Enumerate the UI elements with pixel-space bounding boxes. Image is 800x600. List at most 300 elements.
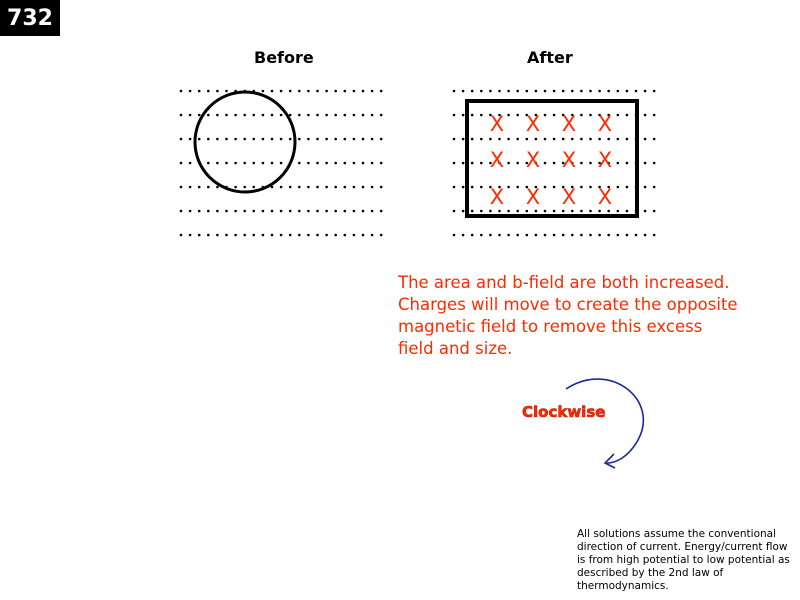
- dot-icon: [262, 90, 265, 93]
- dot-icon: [334, 234, 337, 237]
- dot-icon: [225, 210, 228, 213]
- dot-icon: [207, 210, 210, 213]
- dot-icon: [644, 234, 647, 237]
- current-direction-label: Clockwise: [522, 403, 606, 421]
- dot-icon: [307, 90, 310, 93]
- dot-icon: [535, 210, 538, 213]
- dot-icon: [489, 138, 492, 141]
- dot-icon: [635, 90, 638, 93]
- dot-icon: [617, 186, 620, 189]
- dot-icon: [234, 210, 237, 213]
- dot-icon: [507, 162, 510, 165]
- dot-icon: [198, 138, 201, 141]
- dot-icon: [380, 162, 383, 165]
- dot-icon: [462, 90, 465, 93]
- dot-icon: [307, 234, 310, 237]
- dot-icon: [480, 186, 483, 189]
- dot-icon: [198, 186, 201, 189]
- dot-icon: [189, 114, 192, 117]
- dot-icon: [626, 162, 629, 165]
- dot-icon: [325, 162, 328, 165]
- x-mark-icon: X: [561, 148, 577, 172]
- dot-icon: [280, 162, 283, 165]
- dot-icon: [325, 210, 328, 213]
- dot-icon: [471, 138, 474, 141]
- dot-icon: [298, 90, 301, 93]
- dot-icon: [507, 138, 510, 141]
- dot-icon: [526, 138, 529, 141]
- dot-icon: [626, 114, 629, 117]
- dot-icon: [617, 210, 620, 213]
- dot-icon: [198, 234, 201, 237]
- dot-icon: [325, 138, 328, 141]
- dot-icon: [580, 138, 583, 141]
- dot-icon: [180, 138, 183, 141]
- dot-icon: [353, 186, 356, 189]
- dot-icon: [380, 114, 383, 117]
- dot-icon: [553, 210, 556, 213]
- dot-icon: [516, 210, 519, 213]
- dot-icon: [234, 138, 237, 141]
- dot-icon: [607, 138, 610, 141]
- dot-icon: [280, 138, 283, 141]
- after-heading: After: [527, 48, 573, 67]
- dot-icon: [344, 114, 347, 117]
- dot-icon: [262, 162, 265, 165]
- dot-icon: [589, 186, 592, 189]
- dot-icon: [498, 90, 501, 93]
- dot-icon: [571, 210, 574, 213]
- dot-icon: [589, 162, 592, 165]
- dot-icon: [316, 138, 319, 141]
- explanation-text: The area and b-field are both increased. Charges will move to create the opposite magnetic field to remove this excess field and size.: [398, 273, 738, 358]
- dot-icon: [544, 234, 547, 237]
- dot-icon: [316, 114, 319, 117]
- dot-icon: [325, 90, 328, 93]
- dot-icon: [180, 210, 183, 213]
- dot-icon: [271, 90, 274, 93]
- dot-icon: [644, 138, 647, 141]
- x-mark-icon: X: [597, 148, 613, 172]
- x-mark-icon: X: [597, 185, 613, 209]
- dot-icon: [325, 114, 328, 117]
- dot-icon: [471, 90, 474, 93]
- x-mark-icon: X: [561, 112, 577, 136]
- dot-icon: [234, 234, 237, 237]
- dot-icon: [216, 90, 219, 93]
- dot-icon: [544, 162, 547, 165]
- dot-icon: [553, 90, 556, 93]
- dot-icon: [617, 114, 620, 117]
- dot-icon: [653, 90, 656, 93]
- dot-icon: [453, 234, 456, 237]
- dot-icon: [462, 114, 465, 117]
- slide-number-badge: 732: [0, 0, 60, 36]
- dot-icon: [271, 114, 274, 117]
- x-mark-icon: X: [525, 112, 541, 136]
- dot-icon: [635, 234, 638, 237]
- dot-icon: [453, 162, 456, 165]
- dot-icon: [198, 90, 201, 93]
- dot-icon: [316, 90, 319, 93]
- dot-icon: [626, 90, 629, 93]
- dot-icon: [380, 234, 383, 237]
- dot-icon: [571, 90, 574, 93]
- dot-icon: [225, 234, 228, 237]
- dot-icon: [471, 210, 474, 213]
- dot-icon: [243, 138, 246, 141]
- dot-icon: [462, 162, 465, 165]
- dot-icon: [453, 114, 456, 117]
- dot-icon: [207, 114, 210, 117]
- dot-icon: [289, 210, 292, 213]
- dot-icon: [362, 114, 365, 117]
- dot-icon: [489, 90, 492, 93]
- dot-icon: [298, 114, 301, 117]
- dot-icon: [580, 162, 583, 165]
- dot-icon: [544, 138, 547, 141]
- dot-icon: [289, 234, 292, 237]
- dot-icon: [617, 138, 620, 141]
- dot-icon: [462, 234, 465, 237]
- dot-icon: [653, 210, 656, 213]
- dot-icon: [207, 138, 210, 141]
- dot-icon: [489, 234, 492, 237]
- dot-icon: [280, 114, 283, 117]
- dot-icon: [253, 210, 256, 213]
- dot-icon: [362, 90, 365, 93]
- dot-icon: [580, 90, 583, 93]
- x-mark-icon: X: [489, 148, 505, 172]
- dot-icon: [253, 162, 256, 165]
- dot-icon: [371, 90, 374, 93]
- dot-icon: [180, 186, 183, 189]
- dot-icon: [626, 234, 629, 237]
- dot-icon: [580, 210, 583, 213]
- dot-icon: [553, 114, 556, 117]
- dot-icon: [298, 234, 301, 237]
- dot-icon: [598, 90, 601, 93]
- x-mark-icon: X: [489, 185, 505, 209]
- dot-icon: [516, 90, 519, 93]
- dot-icon: [626, 210, 629, 213]
- dot-icon: [471, 162, 474, 165]
- dot-icon: [607, 210, 610, 213]
- dot-icon: [653, 186, 656, 189]
- dot-icon: [380, 210, 383, 213]
- dot-icon: [207, 162, 210, 165]
- dot-icon: [589, 234, 592, 237]
- dot-icon: [507, 90, 510, 93]
- dot-icon: [362, 210, 365, 213]
- dot-icon: [644, 162, 647, 165]
- dot-icon: [353, 90, 356, 93]
- dot-icon: [480, 114, 483, 117]
- before-field-dots: [180, 90, 383, 237]
- dot-icon: [225, 90, 228, 93]
- dot-icon: [626, 186, 629, 189]
- dot-icon: [225, 114, 228, 117]
- x-mark-icon: X: [597, 112, 613, 136]
- dot-icon: [380, 186, 383, 189]
- dot-icon: [280, 234, 283, 237]
- dot-icon: [271, 162, 274, 165]
- dot-icon: [653, 234, 656, 237]
- dot-icon: [580, 186, 583, 189]
- dot-icon: [307, 186, 310, 189]
- dot-icon: [471, 186, 474, 189]
- dot-icon: [344, 138, 347, 141]
- dot-icon: [216, 114, 219, 117]
- dot-icon: [371, 210, 374, 213]
- dot-icon: [289, 90, 292, 93]
- dot-icon: [480, 138, 483, 141]
- dot-icon: [262, 210, 265, 213]
- dot-icon: [653, 162, 656, 165]
- dot-icon: [189, 90, 192, 93]
- dot-icon: [262, 234, 265, 237]
- x-mark-icon: X: [561, 185, 577, 209]
- dot-icon: [298, 162, 301, 165]
- dot-icon: [516, 186, 519, 189]
- dot-icon: [562, 210, 565, 213]
- dot-icon: [207, 90, 210, 93]
- dot-icon: [644, 186, 647, 189]
- dot-icon: [180, 162, 183, 165]
- dot-icon: [271, 138, 274, 141]
- dot-icon: [471, 234, 474, 237]
- dot-icon: [498, 138, 501, 141]
- dot-icon: [225, 162, 228, 165]
- dot-icon: [598, 210, 601, 213]
- dot-icon: [480, 234, 483, 237]
- dot-icon: [344, 162, 347, 165]
- dot-icon: [334, 186, 337, 189]
- dot-icon: [198, 210, 201, 213]
- dot-icon: [353, 114, 356, 117]
- dot-icon: [653, 138, 656, 141]
- dot-icon: [307, 114, 310, 117]
- dot-icon: [371, 234, 374, 237]
- dot-icon: [526, 234, 529, 237]
- dot-icon: [589, 138, 592, 141]
- dot-icon: [553, 234, 556, 237]
- dot-icon: [544, 186, 547, 189]
- dot-icon: [271, 210, 274, 213]
- clockwise-arrow-icon: [566, 379, 643, 468]
- dot-icon: [334, 114, 337, 117]
- dot-icon: [280, 90, 283, 93]
- dot-icon: [617, 234, 620, 237]
- dot-icon: [562, 234, 565, 237]
- dot-icon: [253, 234, 256, 237]
- dot-icon: [371, 138, 374, 141]
- dot-icon: [243, 234, 246, 237]
- dot-icon: [262, 138, 265, 141]
- dot-icon: [280, 210, 283, 213]
- dot-icon: [271, 234, 274, 237]
- dot-icon: [571, 234, 574, 237]
- dot-icon: [516, 234, 519, 237]
- dot-icon: [626, 138, 629, 141]
- dot-icon: [589, 210, 592, 213]
- dot-icon: [544, 90, 547, 93]
- dot-icon: [516, 114, 519, 117]
- dot-icon: [344, 90, 347, 93]
- dot-icon: [453, 186, 456, 189]
- dot-icon: [544, 114, 547, 117]
- dot-icon: [316, 234, 319, 237]
- dot-icon: [180, 90, 183, 93]
- dot-icon: [535, 90, 538, 93]
- dot-icon: [371, 162, 374, 165]
- dot-icon: [462, 186, 465, 189]
- dot-icon: [507, 234, 510, 237]
- dot-icon: [307, 210, 310, 213]
- dot-icon: [353, 138, 356, 141]
- dot-icon: [216, 138, 219, 141]
- dot-icon: [262, 114, 265, 117]
- dot-icon: [453, 90, 456, 93]
- dot-icon: [198, 114, 201, 117]
- dot-icon: [362, 162, 365, 165]
- dot-icon: [216, 210, 219, 213]
- dot-icon: [334, 90, 337, 93]
- dot-icon: [253, 114, 256, 117]
- dot-icon: [316, 210, 319, 213]
- dot-icon: [516, 162, 519, 165]
- dot-icon: [480, 210, 483, 213]
- dot-icon: [371, 114, 374, 117]
- dot-icon: [644, 90, 647, 93]
- dot-icon: [571, 138, 574, 141]
- dot-icon: [607, 234, 610, 237]
- dot-icon: [516, 138, 519, 141]
- dot-icon: [280, 186, 283, 189]
- dot-icon: [553, 138, 556, 141]
- dot-icon: [371, 186, 374, 189]
- dot-icon: [653, 114, 656, 117]
- dot-icon: [480, 90, 483, 93]
- dot-icon: [553, 186, 556, 189]
- dot-icon: [344, 186, 347, 189]
- dot-icon: [289, 186, 292, 189]
- dot-icon: [362, 234, 365, 237]
- dot-icon: [353, 162, 356, 165]
- dot-icon: [243, 162, 246, 165]
- dot-icon: [234, 114, 237, 117]
- dot-icon: [617, 90, 620, 93]
- dot-icon: [243, 210, 246, 213]
- dot-icon: [207, 186, 210, 189]
- dot-icon: [380, 138, 383, 141]
- dot-icon: [507, 186, 510, 189]
- dot-icon: [325, 234, 328, 237]
- dot-icon: [598, 234, 601, 237]
- dot-icon: [471, 114, 474, 117]
- dot-icon: [553, 162, 556, 165]
- dot-icon: [617, 162, 620, 165]
- dot-icon: [243, 114, 246, 117]
- dot-icon: [180, 114, 183, 117]
- dot-icon: [462, 210, 465, 213]
- dot-icon: [380, 90, 383, 93]
- dot-icon: [607, 90, 610, 93]
- dot-icon: [535, 234, 538, 237]
- dot-icon: [180, 234, 183, 237]
- dot-icon: [507, 114, 510, 117]
- dot-icon: [526, 210, 529, 213]
- dot-icon: [189, 234, 192, 237]
- dot-icon: [498, 234, 501, 237]
- dot-icon: [589, 90, 592, 93]
- dot-icon: [207, 234, 210, 237]
- dot-icon: [216, 234, 219, 237]
- dot-icon: [453, 138, 456, 141]
- dot-icon: [580, 114, 583, 117]
- dot-icon: [453, 210, 456, 213]
- dot-icon: [334, 138, 337, 141]
- dot-icon: [489, 210, 492, 213]
- dot-icon: [480, 162, 483, 165]
- dot-icon: [344, 234, 347, 237]
- dot-icon: [462, 138, 465, 141]
- dot-icon: [344, 210, 347, 213]
- before-heading: Before: [254, 48, 314, 67]
- dot-icon: [234, 186, 237, 189]
- dot-icon: [644, 114, 647, 117]
- after-field-x-marks: [490, 112, 612, 209]
- dot-icon: [307, 162, 310, 165]
- x-mark-icon: X: [525, 185, 541, 209]
- dot-icon: [253, 138, 256, 141]
- dot-icon: [562, 138, 565, 141]
- dot-icon: [316, 186, 319, 189]
- dot-icon: [353, 210, 356, 213]
- dot-icon: [307, 138, 310, 141]
- dot-icon: [253, 186, 256, 189]
- dot-icon: [189, 186, 192, 189]
- dot-icon: [507, 210, 510, 213]
- dot-icon: [189, 138, 192, 141]
- dot-icon: [589, 114, 592, 117]
- dot-icon: [189, 210, 192, 213]
- dot-icon: [243, 186, 246, 189]
- dot-icon: [498, 210, 501, 213]
- dot-icon: [216, 162, 219, 165]
- dot-icon: [562, 90, 565, 93]
- dot-icon: [334, 210, 337, 213]
- dot-icon: [544, 210, 547, 213]
- dot-icon: [580, 234, 583, 237]
- dot-icon: [298, 138, 301, 141]
- dot-icon: [353, 234, 356, 237]
- dot-icon: [644, 210, 647, 213]
- x-mark-icon: X: [525, 148, 541, 172]
- dot-icon: [325, 186, 328, 189]
- dot-icon: [298, 186, 301, 189]
- dot-icon: [289, 138, 292, 141]
- dot-icon: [216, 186, 219, 189]
- dot-icon: [316, 162, 319, 165]
- dot-icon: [362, 138, 365, 141]
- dot-icon: [189, 162, 192, 165]
- dot-icon: [535, 138, 538, 141]
- dot-icon: [234, 162, 237, 165]
- dot-icon: [598, 138, 601, 141]
- conventional-current-footnote: All solutions assume the conventional direction of current. Energy/current flow is from high potential to low potential as described by the 2nd law of thermodynamics.: [577, 528, 790, 592]
- dot-icon: [334, 162, 337, 165]
